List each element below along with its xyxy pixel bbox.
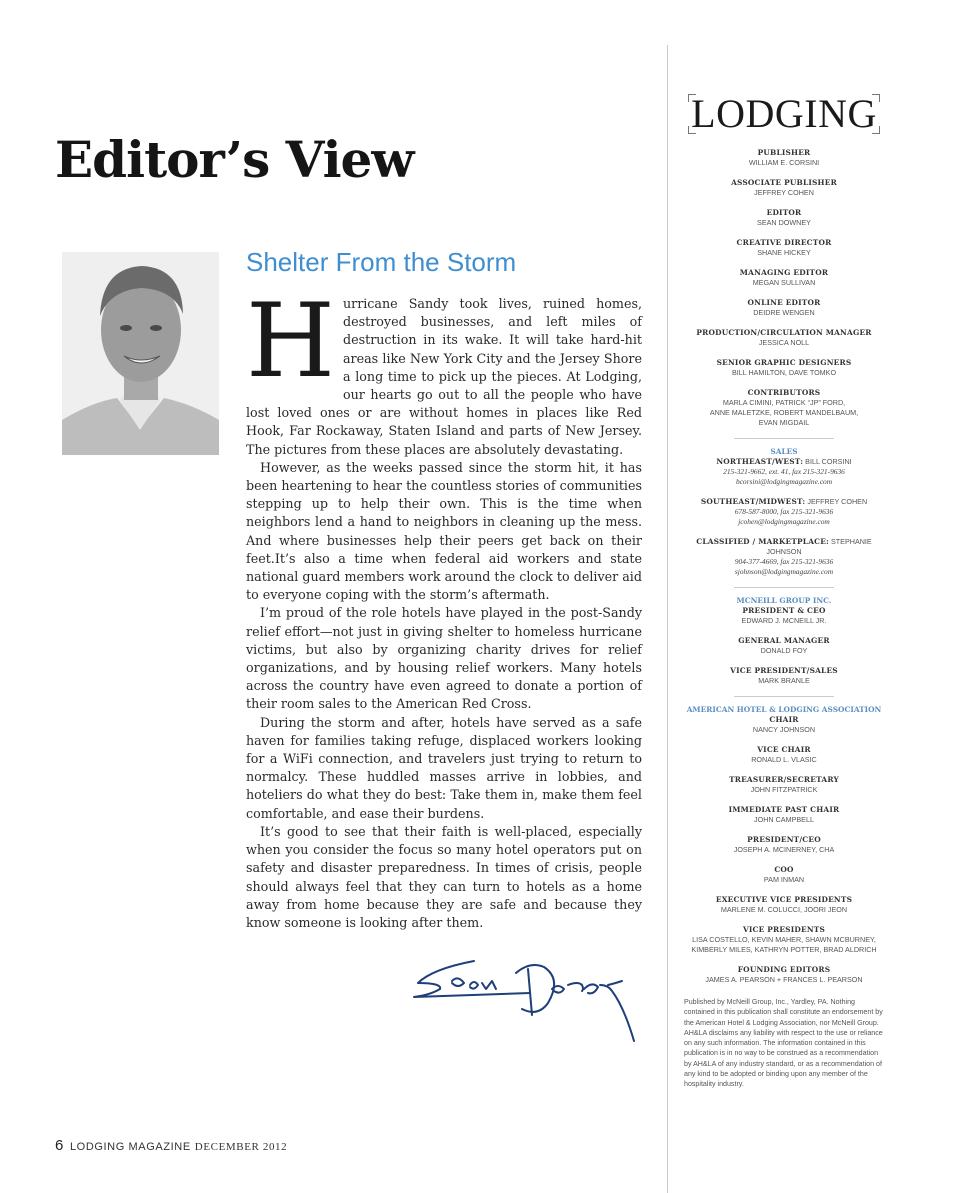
masthead-entry <box>680 965 888 985</box>
masthead-entry <box>680 606 888 626</box>
masthead-role: IMMEDIATE PAST CHAIR <box>728 805 840 814</box>
masthead-role: ASSOCIATE PUBLISHER <box>731 178 837 187</box>
masthead-name: MARLENE M. COLUCCI, JOORI JEON <box>720 905 848 914</box>
masthead-name: JOHN FITZPATRICK <box>750 785 818 794</box>
masthead-entry <box>680 775 888 795</box>
sales-rep-name: STEPHANIE JOHNSON <box>766 537 872 556</box>
article-paragraph-4: During the storm and after, hotels have served as a safe haven for families taking refuge, displaced workers looking for a WiFi connection, and travelers just trying to return to normalcy. These huddled masses arrive in lobbies, and hoteliers do what they do best: Take them in, make them feel comfortable, and ease their burdens. <box>246 714 642 821</box>
masthead-role: VICE PRESIDENTS <box>742 925 826 934</box>
masthead-entry <box>680 895 888 915</box>
masthead-name: BILL HAMILTON, DAVE TOMKO <box>731 368 837 377</box>
masthead-entry <box>680 238 888 258</box>
masthead-entry <box>680 715 888 735</box>
masthead-entry <box>680 178 888 198</box>
masthead-divider <box>734 587 834 588</box>
sales-contact: bcorsini@lodgingmagazine.com <box>735 477 833 486</box>
masthead-role: TREASURER/SECRETARY <box>729 775 839 784</box>
article-paragraph-5: It’s good to see that their faith is well-placed, especially when you consider the focus so many hotel operators put on safety and disaster preparedness. In times of crisis, people should always feel that they can turn to hotels as a home away from home because they are safe and because they know someone is looking after them. <box>246 823 642 930</box>
masthead-name: MARLA CIMINI, PATRICK “JP” FORD, <box>722 398 846 407</box>
sales-region-line <box>680 457 888 467</box>
sales-region: CLASSIFIED / MARKETPLACE: <box>696 537 829 546</box>
masthead-entry <box>680 636 888 656</box>
mcneill-list <box>680 606 888 686</box>
masthead-entry <box>680 298 888 318</box>
masthead-role: GENERAL MANAGER <box>738 636 830 645</box>
masthead-name: DEIDRE WENGEN <box>753 308 815 317</box>
masthead-divider <box>734 696 834 697</box>
masthead-name: JESSICA NOLL <box>758 338 810 347</box>
sales-region: NORTHEAST/WEST: <box>716 457 804 466</box>
masthead-name: RONALD L. VLASIC <box>751 755 817 764</box>
masthead-role: PRESIDENT/CEO <box>747 835 821 844</box>
staff-list <box>680 148 888 428</box>
sales-contact: 904-377-4669, fax 215-321-9636 <box>734 557 834 566</box>
masthead-entry <box>680 388 888 428</box>
masthead-name: SHANE HICKEY <box>757 248 811 257</box>
masthead-name: NANCY JOHNSON <box>752 725 816 734</box>
masthead-divider <box>734 438 834 439</box>
page-number: 6 <box>55 1137 64 1154</box>
masthead-entry <box>680 666 888 686</box>
masthead-entry <box>680 148 888 168</box>
masthead-role: PRODUCTION/CIRCULATION MANAGER <box>696 328 872 337</box>
sales-contact: 678-587-8000, fax 215-321-9636 <box>734 507 834 516</box>
sales-region-line <box>680 537 888 557</box>
masthead-role: EXECUTIVE VICE PRESIDENTS <box>715 895 853 904</box>
masthead-entry <box>680 268 888 288</box>
mcneill-heading: MCNEILL GROUP INC. <box>736 596 832 605</box>
masthead-name: EVAN MIGDAIL <box>758 418 810 427</box>
column-divider <box>667 45 668 1193</box>
sales-rep-name: JEFFREY COHEN <box>807 497 868 506</box>
masthead-name: LISA COSTELLO, KEVIN MAHER, SHAWN MCBURNEY, <box>692 935 876 944</box>
masthead-name: DONALD FOY <box>760 646 808 655</box>
masthead-name: ANNE MALETZKE, ROBERT MANDELBAUM, <box>709 408 859 417</box>
sales-list <box>680 457 888 577</box>
masthead-entry <box>680 805 888 825</box>
masthead-role: COO <box>774 865 794 874</box>
sales-contact: jcohen@lodgingmagazine.com <box>738 517 830 526</box>
masthead-name: JAMES A. PEARSON + FRANCES L. PEARSON <box>705 975 863 984</box>
masthead-logo <box>686 92 882 136</box>
ahla-list <box>680 715 888 985</box>
masthead-name: KIMBERLY MILES, KATHRYN POTTER, BRAD ALDRICH <box>691 945 877 954</box>
sales-contact: 215-321-9662, ext. 41, fax 215-321-9636 <box>723 467 845 476</box>
masthead-name: JOSEPH A. MCINERNEY, CHA <box>733 845 835 854</box>
masthead-name: WILLIAM E. CORSINI <box>748 158 820 167</box>
masthead-role: CREATIVE DIRECTOR <box>736 238 832 247</box>
sales-heading: SALES <box>770 447 798 456</box>
article-body <box>246 282 642 932</box>
masthead-role: FOUNDING EDITORS <box>737 965 831 974</box>
masthead-entry <box>680 865 888 885</box>
masthead-role: CONTRIBUTORS <box>747 388 821 397</box>
article-paragraph-2: However, as the weeks passed since the storm hit, it has been heartening to hear the countless stories of communities stepping up to help their own. This is the time when neighbors lend a hand to neighbors in cleaning up the mess. And where businesses help their peers get back on their feet.It’s also a time when federal aid workers and state national guard members work around the clock to deliver aid to everyone coping with the storm’s aftermath. <box>246 459 642 603</box>
masthead-name: MARK BRANLE <box>758 676 810 685</box>
masthead-role: PRESIDENT & CEO <box>742 606 826 615</box>
masthead-name: PAM INMAN <box>763 875 805 884</box>
masthead-entry <box>680 835 888 855</box>
masthead-role: VICE PRESIDENT/SALES <box>730 666 838 675</box>
sales-rep-name: BILL CORSINI <box>805 457 852 466</box>
sales-region-line <box>680 497 888 507</box>
masthead-role: CHAIR <box>769 715 799 724</box>
masthead-entry <box>680 358 888 378</box>
masthead-entry <box>680 925 888 955</box>
masthead-name: MEGAN SULLIVAN <box>752 278 816 287</box>
masthead-entry <box>680 745 888 765</box>
masthead-role: MANAGING EDITOR <box>739 268 829 277</box>
publisher-disclaimer: Published by McNeill Group, Inc., Yardley, PA. Nothing contained in this publication shall constitute an endorsement by the American Hotel & Lodging Association, nor McNeill Group. AH&LA disclaims any liability with respect to the use or reliance on any such information. The information contained in this publication is in no way to be construed as a recommendation by AH&LA of any industry standard, or as a recommendation of any kind to be adopted or binding upon any member of the hospitality industry. <box>684 998 883 1089</box>
masthead-role: EDITOR <box>766 208 802 217</box>
masthead-entry <box>680 208 888 228</box>
sales-region: SOUTHEAST/MIDWEST: <box>700 497 806 506</box>
drop-cap: H <box>246 282 335 401</box>
sales-entry <box>680 497 888 527</box>
page-title: Editor’s View <box>55 130 414 189</box>
ahla-heading: AMERICAN HOTEL & LODGING ASSOCIATION <box>686 705 882 714</box>
masthead-role: VICE CHAIR <box>757 745 811 754</box>
masthead-role: ONLINE EDITOR <box>747 298 821 307</box>
editor-photo <box>62 252 219 455</box>
article-paragraph-1: Hurricane Sandy took lives, ruined homes, destroyed businesses, and left miles of destruction in its wake. It will take hard-hit areas like New York City and the Jersey Shore a long time to pick up the pieces. At Lodging, our hearts go out to all the people who have lost loved ones or are without homes in places like Red Hook, Far Rockaway, Staten Island and parts of New Jersey. The pictures from these places are absolutely devastating. <box>246 282 642 457</box>
sales-entry <box>680 537 888 577</box>
masthead-entry <box>680 328 888 348</box>
article-paragraph-3: I’m proud of the role hotels have played in the post-Sandy relief effort—not just in giving shelter to homeless hurricane victims, but also by organizing charity drives for relief organizations, and by housing relief workers. Many hotels across the country have even agreed to donate a portion of their room sales to the American Red Cross. <box>246 605 642 712</box>
masthead-name: SEAN DOWNEY <box>757 218 811 227</box>
masthead-name: JOHN CAMPBELL <box>754 815 814 824</box>
masthead-name: EDWARD J. MCNEILL JR. <box>741 616 827 625</box>
footer-publication: LODGING MAGAZINE <box>69 1141 191 1153</box>
sales-entry <box>680 457 888 487</box>
sales-contact: sjohnson@lodgingmagazine.com <box>734 567 834 576</box>
masthead-role: PUBLISHER <box>757 148 811 157</box>
masthead <box>680 92 888 1090</box>
page-footer <box>55 1137 287 1154</box>
masthead-role: SENIOR GRAPHIC DESIGNERS <box>716 358 852 367</box>
article-headline: Shelter From the Storm <box>246 247 517 277</box>
footer-date: DECEMBER 2012 <box>194 1141 288 1153</box>
editor-signature <box>412 955 644 1045</box>
masthead-name: JEFFREY COHEN <box>754 188 814 197</box>
logo-text: LODGING <box>691 91 877 136</box>
